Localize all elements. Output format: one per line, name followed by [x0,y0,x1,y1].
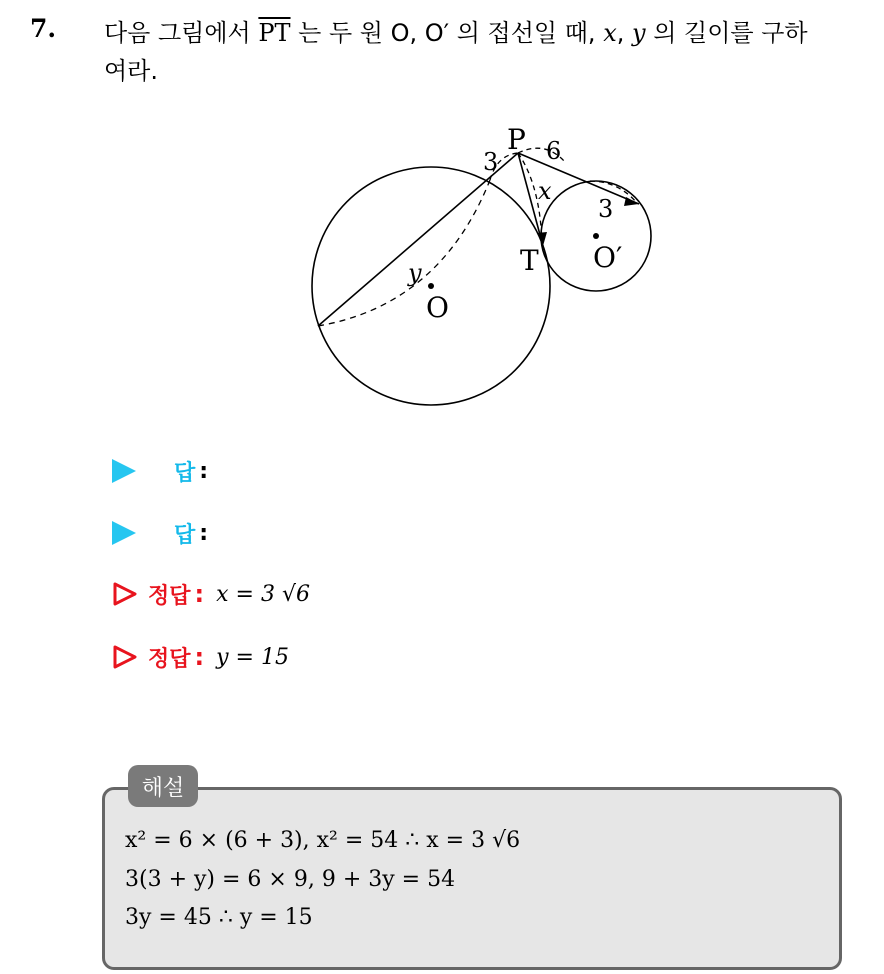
outline-triangle-icon [112,644,138,670]
label-t: T [520,244,539,277]
question-text-before: 다음 그림에서 [104,19,251,47]
answer-colon: : [199,520,209,546]
question-text-line2: 여라. [104,57,158,85]
label-three-small: 3 [598,195,614,223]
var-y: y [632,19,646,47]
label-x: x [538,177,552,205]
correct-colon: : [194,643,205,671]
solution-tag: 해설 [128,765,198,807]
answer-blank-1 [112,454,208,488]
question-text-after: 의 길이를 구하 [653,19,808,47]
label-six: 6 [546,137,562,165]
outline-triangle-icon [112,581,138,607]
label-p: P [507,123,526,156]
solution-line-3: 3y = 45 ∴ y = 15 [125,905,313,930]
answer-y-value: y = 15 [216,644,289,670]
correct-answer-x [112,577,310,611]
solution-line-2: 3(3 + y) = 6 × 9, 9 + 3y = 54 [125,867,456,892]
triangle-marker-icon [112,521,136,545]
correct-answer-y [112,640,289,674]
var-x: x [603,19,617,47]
triangle-marker-icon [112,459,136,483]
question-number: 7. [30,14,57,43]
secant-line-solid [318,153,518,326]
answer-x-value: x = 3 √6 [216,581,310,607]
label-o-prime: O′ [593,241,623,274]
answer-blank-2 [112,516,208,550]
answer-colon: : [199,458,209,484]
center-o-prime-dot [593,233,599,239]
correct-label: 정답 [148,646,191,672]
solution-line-1: x² = 6 × (6 + 3), x² = 54 ∴ x = 3 √6 [125,828,521,853]
correct-colon: : [194,580,205,608]
center-o-dot [428,283,434,289]
question-text-mid: 는 두 원 O, O′ 의 접선일 때, [298,19,596,47]
segment-pt: $\overline{PT}$ [258,19,291,47]
comma: , [616,19,625,47]
correct-label: 정답 [148,583,191,609]
label-y: y [408,259,422,287]
answer-label: 답 [174,522,196,548]
geometry-figure [300,115,670,415]
question-text [104,14,874,90]
label-three-top: 3 [483,148,499,176]
label-o: O [426,291,449,324]
answer-label: 답 [174,460,196,486]
